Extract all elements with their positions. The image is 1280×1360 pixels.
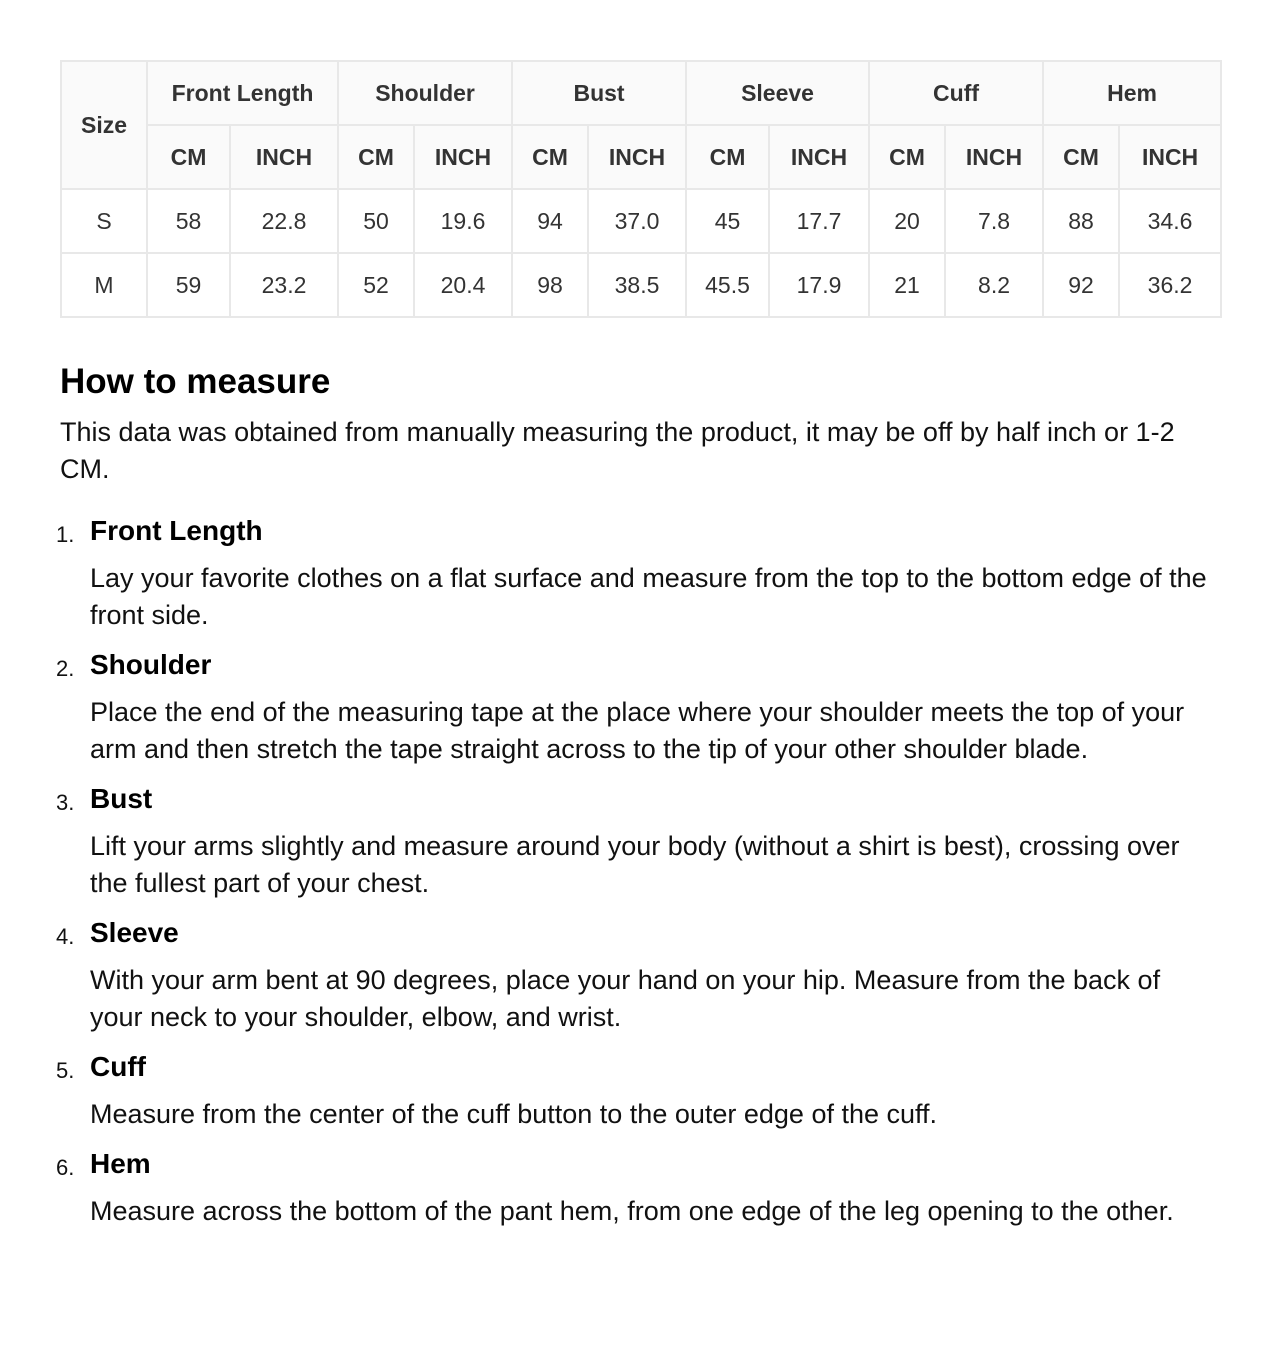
- table-header-unit-cm: CM: [1043, 125, 1119, 189]
- value-cell: 92: [1043, 253, 1119, 317]
- table-header-unit-inch: INCH: [769, 125, 869, 189]
- table-header-unit-cm: CM: [147, 125, 230, 189]
- list-item-front-length: [90, 514, 1220, 634]
- value-cell: 45.5: [686, 253, 769, 317]
- table-header-unit-inch: INCH: [414, 125, 512, 189]
- value-cell: 52: [338, 253, 414, 317]
- table-header-unit-cm: CM: [869, 125, 945, 189]
- table-header-row-units: [61, 125, 1221, 189]
- list-item-bust: [90, 782, 1220, 902]
- item-description: Place the end of the measuring tape at the place where your shoulder meets the top of your arm and then stretch the tape straight across to the tip of your other shoulder blade.: [90, 697, 1185, 764]
- size-chart-table: [60, 60, 1222, 318]
- value-cell: 19.6: [414, 189, 512, 253]
- value-cell: 21: [869, 253, 945, 317]
- value-cell: 17.9: [769, 253, 869, 317]
- value-cell: 20: [869, 189, 945, 253]
- item-description: With your arm bent at 90 degrees, place your hand on your hip. Measure from the back of your neck to your shoulder, elbow, and wrist.: [90, 965, 1161, 1032]
- value-cell: 38.5: [588, 253, 686, 317]
- item-title: Hem: [90, 1148, 151, 1179]
- how-to-measure-title: How to measure: [60, 362, 331, 401]
- value-cell: 88: [1043, 189, 1119, 253]
- item-description: Measure from the center of the cuff button to the outer edge of the cuff.: [90, 1099, 938, 1129]
- size-cell: M: [61, 253, 147, 317]
- item-title: Bust: [90, 783, 153, 814]
- value-cell: 50: [338, 189, 414, 253]
- how-to-measure-intro: This data was obtained from manually measuring the product, it may be off by half inch or 1-2 CM.: [60, 417, 1175, 484]
- item-title: Sleeve: [90, 917, 179, 948]
- table-header-bust: Bust: [512, 61, 686, 125]
- table-header-unit-cm: CM: [512, 125, 588, 189]
- table-header-sleeve: Sleeve: [686, 61, 869, 125]
- table-header-unit-cm: CM: [338, 125, 414, 189]
- value-cell: 94: [512, 189, 588, 253]
- value-cell: 59: [147, 253, 230, 317]
- table-row: [61, 189, 1221, 253]
- value-cell: 17.7: [769, 189, 869, 253]
- table-header-unit-inch: INCH: [230, 125, 338, 189]
- list-item-cuff: [90, 1050, 1220, 1133]
- value-cell: 34.6: [1119, 189, 1221, 253]
- value-cell: 37.0: [588, 189, 686, 253]
- value-cell: 98: [512, 253, 588, 317]
- table-header-unit-inch: INCH: [588, 125, 686, 189]
- item-description: Measure across the bottom of the pant hem, from one edge of the leg opening to the other.: [90, 1196, 1174, 1226]
- list-item-hem: [90, 1147, 1220, 1230]
- size-guide: [60, 60, 1220, 1244]
- table-header-unit-inch: INCH: [945, 125, 1043, 189]
- table-header-hem: Hem: [1043, 61, 1221, 125]
- value-cell: 45: [686, 189, 769, 253]
- table-header-unit-inch: INCH: [1119, 125, 1221, 189]
- table-row: [61, 253, 1221, 317]
- value-cell: 22.8: [230, 189, 338, 253]
- value-cell: 36.2: [1119, 253, 1221, 317]
- value-cell: 20.4: [414, 253, 512, 317]
- table-header-row-groups: [61, 61, 1221, 125]
- value-cell: 8.2: [945, 253, 1043, 317]
- measure-instructions-list: [60, 514, 1220, 1230]
- value-cell: 58: [147, 189, 230, 253]
- item-description: Lift your arms slightly and measure around your body (without a shirt is best), crossing over the fullest part of your chest.: [90, 831, 1180, 898]
- item-description: Lay your favorite clothes on a flat surface and measure from the top to the bottom edge of the front side.: [90, 563, 1207, 630]
- value-cell: 23.2: [230, 253, 338, 317]
- list-item-sleeve: [90, 916, 1220, 1036]
- item-title: Front Length: [90, 515, 263, 546]
- table-header-shoulder: Shoulder: [338, 61, 512, 125]
- table-header-front-length: Front Length: [147, 61, 338, 125]
- item-title: Cuff: [90, 1051, 146, 1082]
- table-header-unit-cm: CM: [686, 125, 769, 189]
- value-cell: 7.8: [945, 189, 1043, 253]
- table-header-cuff: Cuff: [869, 61, 1043, 125]
- size-cell: S: [61, 189, 147, 253]
- item-title: Shoulder: [90, 649, 212, 680]
- table-header-size: Size: [61, 61, 147, 189]
- list-item-shoulder: [90, 648, 1220, 768]
